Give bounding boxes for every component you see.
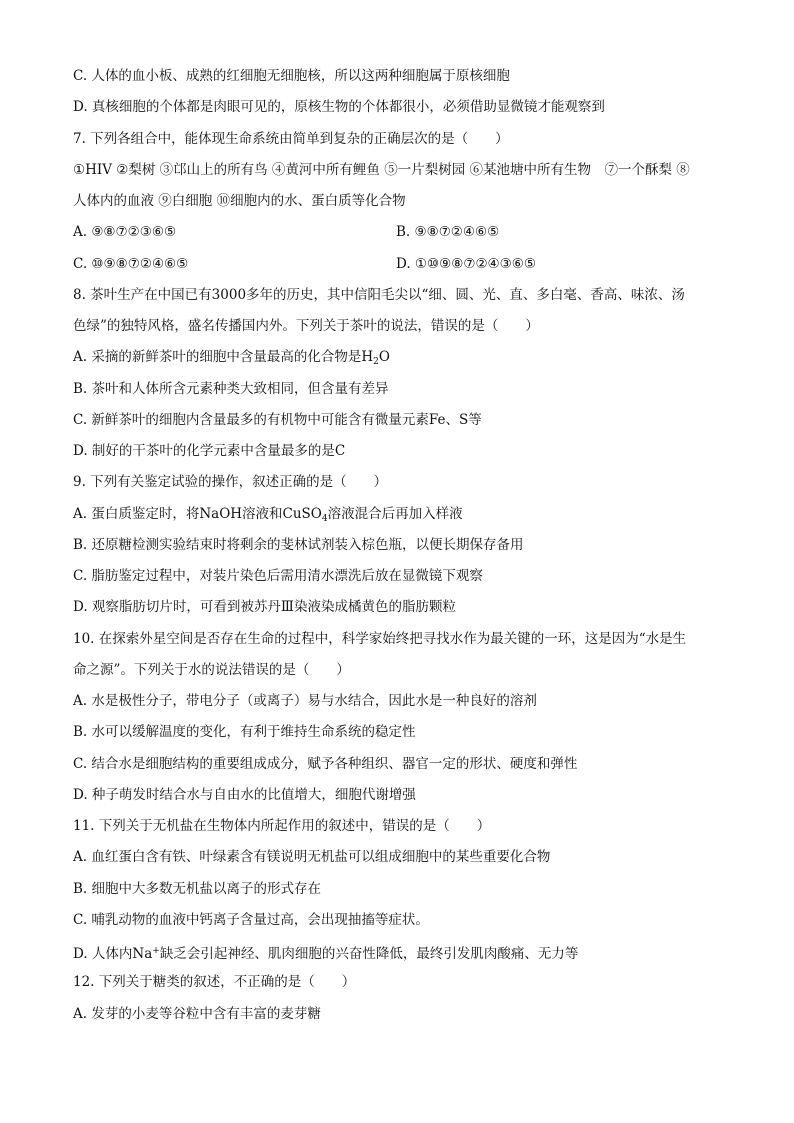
q9-option-a bbox=[73, 504, 734, 529]
q7-option-a: A. ⑨⑧⑦②③⑥⑤ bbox=[73, 224, 177, 240]
q9-option-b: B. 还原糖检测实验结束时将剩余的斐林试剂装入棕色瓶，以便长期保存备用 bbox=[73, 537, 524, 553]
q7-option-b: B. ⑨⑧⑦②④⑥⑤ bbox=[396, 224, 500, 240]
q7-option-d: D. ①⑩⑨⑧⑦②④③⑥⑤ bbox=[396, 256, 536, 272]
q9-option-a-tail: 溶液混合后再加入样液 bbox=[327, 506, 463, 522]
q11-option-d-text: D. 人体内Na bbox=[73, 946, 153, 962]
q8-stem-line1: 8. 茶叶生产在中国已有3000多年的历史，其中信阳毛尖以“细、圆、光、直、多白毫、香高、味浓、汤 bbox=[73, 287, 685, 303]
q10-stem-line2: 命之源”。下列关于水的说法错误的是（ ） bbox=[73, 662, 350, 678]
q7-items-line1: ①HIV ②梨树 ③邙山上的所有鸟 ④黄河中所有鲤鱼 ⑤一片梨树园 ⑥某池塘中所有生物 ⑦一个酥梨 ⑧ bbox=[73, 162, 690, 178]
q8-option-a-subscript: 2 bbox=[373, 357, 379, 367]
q11-option-d-tail: 缺乏会引起神经、肌肉细胞的兴奋性降低，最终引发肌肉酸痛、无力等 bbox=[159, 946, 579, 962]
q11-option-d bbox=[73, 941, 734, 964]
q12-option-a: A. 发芽的小麦等谷粒中含有丰富的麦芽糖 bbox=[73, 1006, 321, 1022]
q7-items-line2: 人体内的血液 ⑨白细胞 ⑩细胞内的水、蛋白质等化合物 bbox=[73, 193, 406, 209]
q8-option-b: B. 茶叶和人体所含元素种类大致相同，但含量有差异 bbox=[73, 381, 389, 397]
q9-option-a-subscript: 4 bbox=[321, 514, 328, 524]
q10-option-b: B. 水可以缓解温度的变化，有利于维持生命系统的稳定性 bbox=[73, 724, 416, 740]
q12-stem: 12. 下列关于糖类的叙述，不正确的是（ ） bbox=[73, 974, 356, 990]
q11-option-d-superscript: + bbox=[152, 946, 160, 956]
q7-option-c: C. ⑩⑨⑧⑦②④⑥⑤ bbox=[73, 256, 189, 272]
q8-option-a-text: A. 采摘的新鲜茶叶的细胞中含量最高的化合物是H bbox=[73, 349, 374, 365]
q11-option-a: A. 血红蛋白含有铁、叶绿素含有镁说明无机盐可以组成细胞中的某些重要化合物 bbox=[73, 849, 551, 865]
q11-stem: 11. 下列关于无机盐在生物体内所起作用的叙述中，错误的是（ ） bbox=[73, 818, 491, 834]
q7-stem: 7. 下列各组合中，能体现生命系统由简单到复杂的正确层次的是（ ） bbox=[73, 131, 509, 147]
q9-option-a-text: A. 蛋白质鉴定时，将NaOH溶液和CuSO bbox=[73, 506, 322, 522]
q11-option-c: C. 哺乳动物的血液中钙离子含量过高，会出现抽搐等症状。 bbox=[73, 912, 429, 928]
q8-option-c: C. 新鲜茶叶的细胞内含量最多的有机物中可能含有微量元素Fe、S等 bbox=[73, 412, 482, 428]
q10-option-a: A. 水是极性分子，带电分子（或离子）易与水结合，因此水是一种良好的溶剂 bbox=[73, 693, 537, 709]
q9-stem: 9. 下列有关鉴定试验的操作，叙述正确的是（ ） bbox=[73, 474, 388, 490]
q6-option-c: C. 人体的血小板、成熟的红细胞无细胞核，所以这两种细胞属于原核细胞 bbox=[73, 68, 510, 84]
q11-option-b: B. 细胞中大多数无机盐以离子的形式存在 bbox=[73, 881, 322, 897]
q10-stem-line1: 10. 在探索外星空间是否存在生命的过程中，科学家始终把寻找水作为最关键的一环，这是因为“水是生 bbox=[73, 631, 687, 647]
q6-option-d: D. 真核细胞的个体都是肉眼可见的，原核生物的个体都很小，必须借助显微镜才能观察到 bbox=[73, 99, 605, 115]
q9-option-d: D. 观察脂肪切片时，可看到被苏丹Ⅲ染液染成橘黄色的脂肪颗粒 bbox=[73, 599, 456, 615]
q10-option-c: C. 结合水是细胞结构的重要组成成分，赋予各种组织、器官一定的形状、硬度和弹性 bbox=[73, 756, 578, 772]
q8-option-d: D. 制好的干茶叶的化学元素中含量最多的是C bbox=[73, 443, 346, 459]
q10-option-d: D. 种子萌发时结合水与自由水的比值增大，细胞代谢增强 bbox=[73, 787, 416, 803]
q8-option-a bbox=[73, 347, 734, 372]
q8-option-a-tail: O bbox=[378, 349, 390, 365]
q8-stem-line2: 色绿”的独特风格，盛名传播国内外。下列关于茶叶的说法，错误的是（ ） bbox=[73, 318, 539, 334]
q9-option-c: C. 脂肪鉴定过程中，对装片染色后需用清水漂洗后放在显微镜下观察 bbox=[73, 568, 483, 584]
